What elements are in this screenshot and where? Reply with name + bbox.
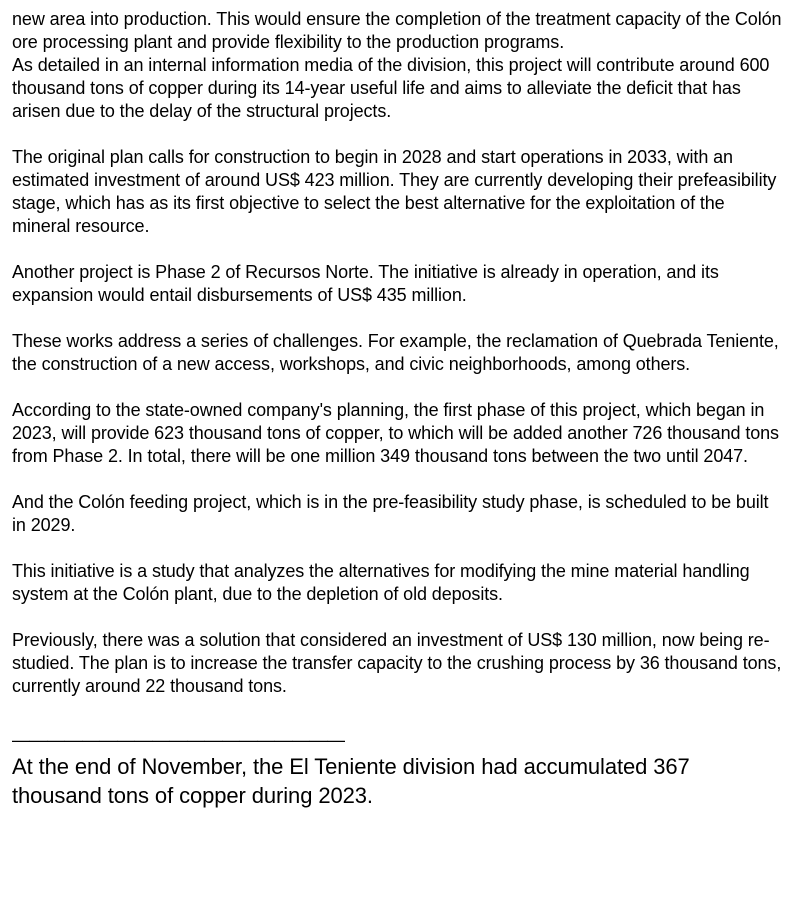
paragraph-7: And the Colón feeding project, which is in the pre-feasibility study phase, is scheduled to be built in 2029. xyxy=(12,492,769,535)
paragraph-8: This initiative is a study that analyzes the alternatives for modifying the mine material handling system at the Colón plant, due to the depletion of old deposits. xyxy=(12,561,750,604)
footnote-summary: At the end of November, the El Teniente division had accumulated 367 thousand tons of copper during 2023. xyxy=(12,754,690,808)
article-body xyxy=(12,8,782,810)
paragraph-9: Previously, there was a solution that considered an investment of US$ 130 million, now being re-studied. The plan is to increase the transfer capacity to the crushing process by 36 thousand tons, currently around 22 thousand tons. xyxy=(12,630,782,696)
paragraph-3: The original plan calls for construction to begin in 2028 and start operations in 2033, with an estimated investment of around US$ 423 million. They are currently developing their prefeasibility stage, which has as its first objective to select the best alternative for the exploitation of the mineral resource. xyxy=(12,147,777,236)
paragraph-1: new area into production. This would ensure the completion of the treatment capacity of the Colón ore processing plant and provide flexibility to the production programs. xyxy=(12,9,782,52)
paragraph-4: Another project is Phase 2 of Recursos Norte. The initiative is already in operation, and its expansion would entail disbursements of US$ 435 million. xyxy=(12,262,719,305)
paragraph-2: As detailed in an internal information media of the division, this project will contribute around 600 thousand tons of copper during its 14-year useful life and aims to alleviate the deficit that has arisen due to the delay of the structural projects. xyxy=(12,55,770,121)
section-divider: ——————————————————— xyxy=(12,730,345,750)
paragraph-5: These works address a series of challenges. For example, the reclamation of Quebrada Teniente, the construction of a new access, workshops, and civic neighborhoods, among others. xyxy=(12,331,779,374)
paragraph-6: According to the state-owned company's planning, the first phase of this project, which began in 2023, will provide 623 thousand tons of copper, to which will be added another 726 thousand tons from Phase 2. In total, there will be one million 349 thousand tons between the two until 2047. xyxy=(12,400,779,466)
